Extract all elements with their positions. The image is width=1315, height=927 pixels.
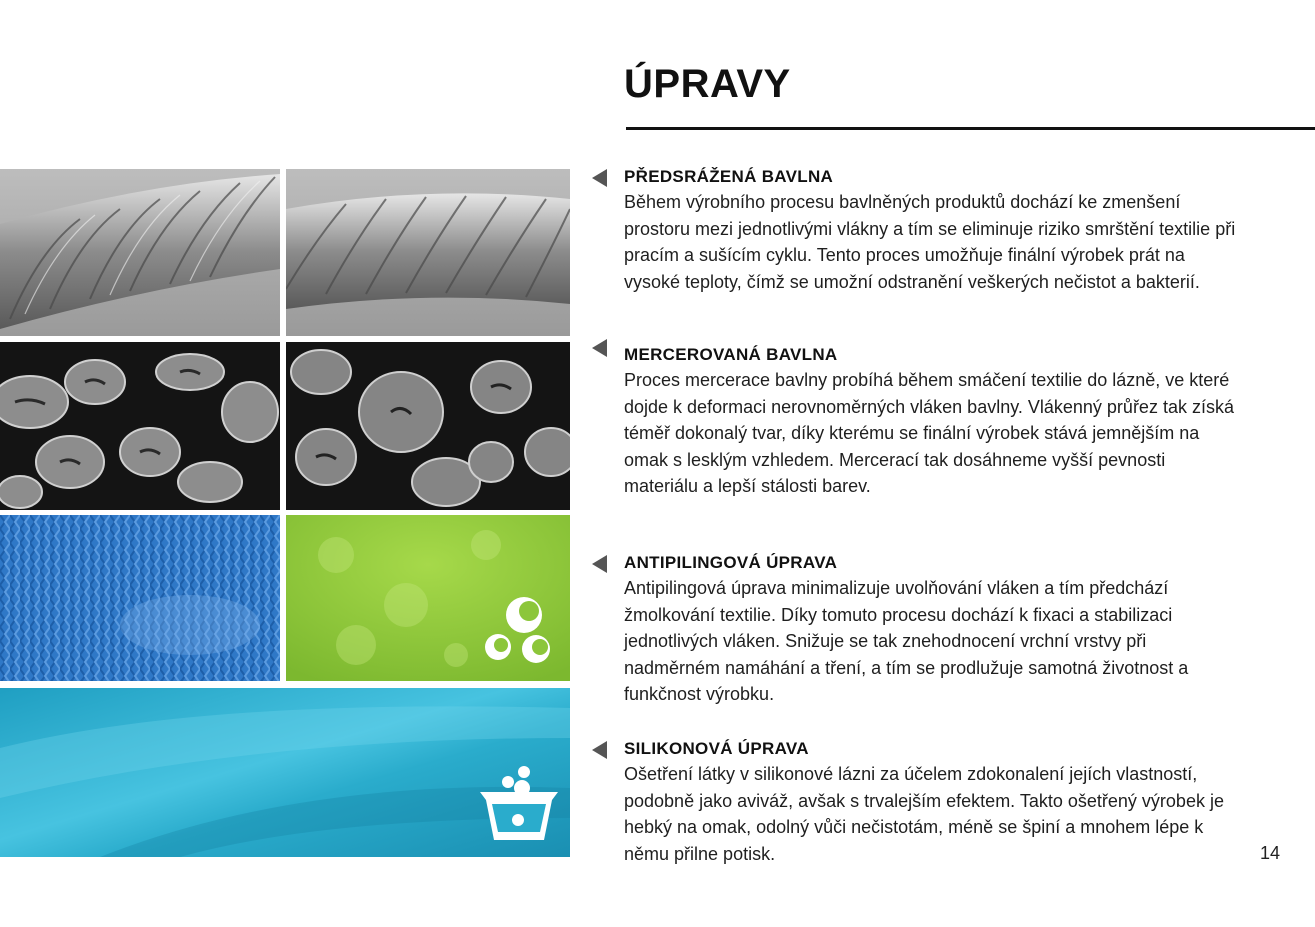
twisted-fiber-photo-left bbox=[0, 169, 280, 336]
cotton-cross-section-photo-right bbox=[286, 342, 570, 510]
section-pre-shrunk-cotton bbox=[592, 167, 1236, 295]
section-anti-pilling bbox=[592, 553, 1232, 708]
anti-pilling-circles-icon bbox=[482, 593, 562, 673]
section-heading: MERCEROVANÁ BAVLNA bbox=[624, 345, 838, 364]
page-number: 14 bbox=[1260, 843, 1281, 863]
green-fleece-photo bbox=[286, 515, 570, 681]
teal-silky-fabric-photo bbox=[0, 688, 570, 857]
section-mercerized-cotton bbox=[592, 345, 1232, 500]
section-silicone bbox=[592, 739, 1232, 867]
twisted-fiber-photo-right bbox=[286, 169, 570, 336]
section-text: Proces mercerace bavlny probíhá během smáčení textilie do lázně, ve které dojde k deformaci nerovnoměrných vláken bavlny. Vlákenný průřez tak získá téměř dokonalý tvar, díky kterému se finální výrobek stává jemnějším na omak s lesklým vzhledem. Mercerací tak dosáhneme vyšší pevnosti materiálu a lepší stálosti barev. bbox=[624, 370, 1234, 496]
triangle-marker-icon bbox=[592, 339, 607, 357]
section-text: Během výrobního procesu bavlněných produktů dochází ke zmenšení prostoru mezi jednotlivými vlákny a tím se eliminuje riziko smrštění textilie při pracím a sušícím cyklu. Tento proces umožňuje finální výrobek prát na vysoké teploty, čímž se umožní odstranění veškerých nečistot a bakterií. bbox=[624, 192, 1236, 292]
section-text: Ošetření látky v silikonové lázni za účelem zdokonalení jejích vlastností, podobně jako aviváž, avšak s trvalejším efektem. Takto ošetřený výrobek je hebký na omak, odolný vůči nečistotám, méně se špiní a mnohem lépe k němu přilne potisk. bbox=[624, 764, 1224, 864]
section-heading: PŘEDSRÁŽENÁ BAVLNA bbox=[624, 167, 834, 186]
title-divider bbox=[626, 127, 1315, 130]
triangle-marker-icon bbox=[592, 555, 607, 573]
section-heading: ANTIPILINGOVÁ ÚPRAVA bbox=[624, 553, 838, 572]
silicone-bath-icon bbox=[474, 762, 564, 852]
blue-knit-fabric-photo bbox=[0, 515, 280, 681]
cotton-cross-section-photo-left bbox=[0, 342, 280, 510]
page-title: ÚPRAVY bbox=[624, 62, 791, 106]
triangle-marker-icon bbox=[592, 169, 607, 187]
section-heading: SILIKONOVÁ ÚPRAVA bbox=[624, 739, 809, 758]
triangle-marker-icon bbox=[592, 741, 607, 759]
section-text: Antipilingová úprava minimalizuje uvolňování vláken a tím předchází žmolkování textilie. Díky tomuto procesu dochází k fixaci a stabilizaci jednotlivých vláken. Snižuje se tak znehodnocení vrchní vrstvy při nadměrném namáhání a tření, a tím se prodlužuje samotná životnost a funkčnost výrobku. bbox=[624, 578, 1189, 704]
